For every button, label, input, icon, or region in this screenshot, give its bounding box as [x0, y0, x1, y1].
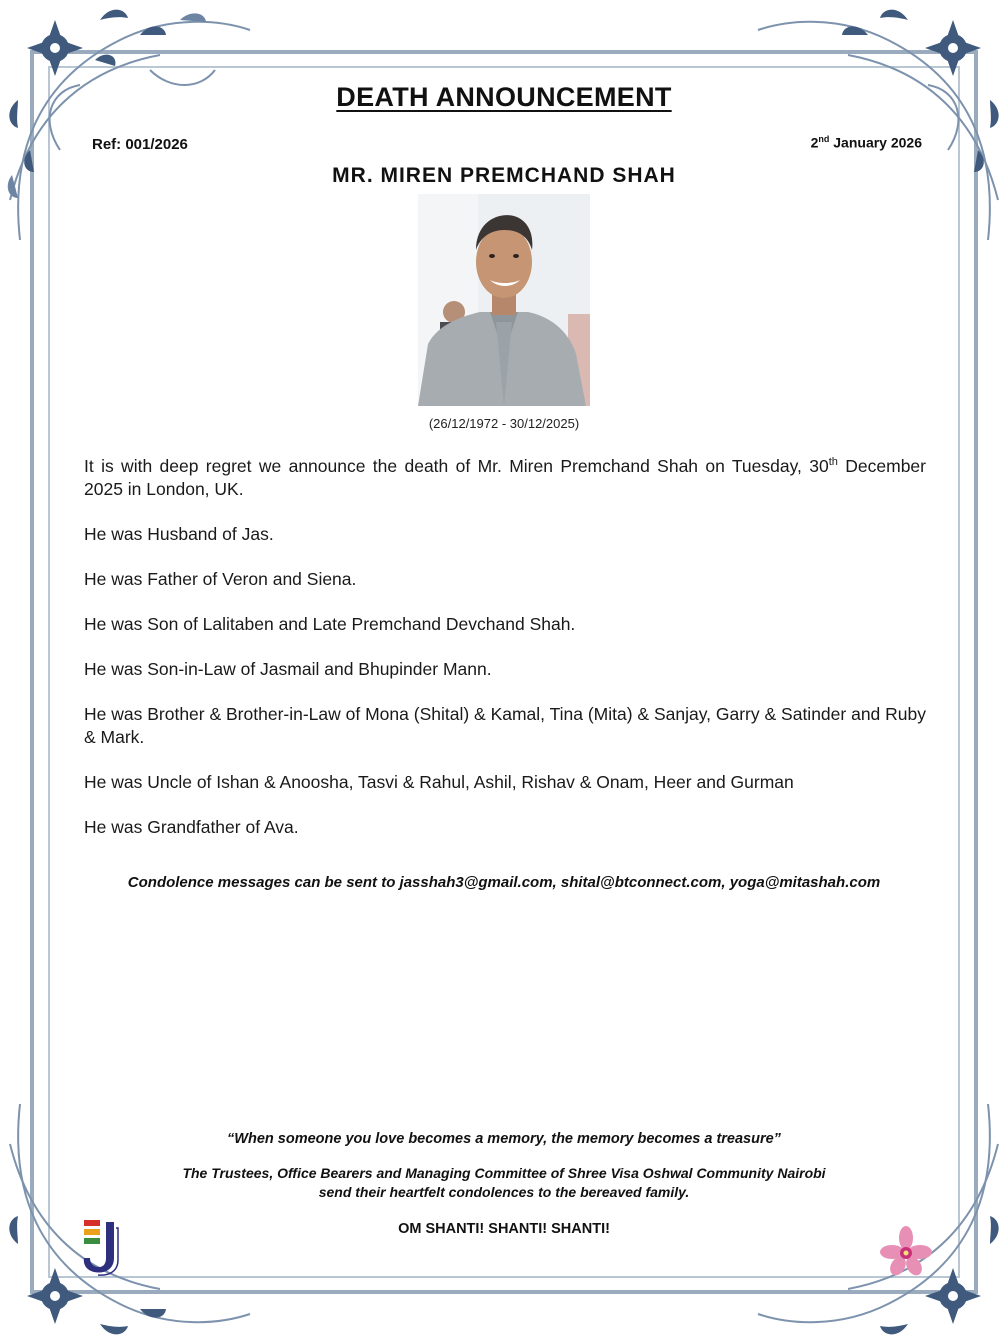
relation-uncle: He was Uncle of Ishan & Anoosha, Tasvi & Rahul, Ashil, Rishav & Onam, Heer and Gurman: [84, 771, 794, 792]
paragraph-text: December 2025 in London, UK.: [84, 455, 926, 499]
ordinal-suffix: th: [828, 456, 838, 468]
announcement-date: [811, 134, 922, 151]
page-title: DEATH ANNOUNCEMENT: [336, 82, 672, 112]
relation-brother: He was Brother & Brother-in-Law of Mona (Shital) & Kamal, Tina (Mita) & Sanjay, Garry & Satinder and Ruby & Mark.: [84, 703, 926, 747]
floral-corner-ornament-icon: [0, 0, 260, 250]
relation-husband: He was Husband of Jas.: [84, 523, 274, 544]
orchid-flower-icon: [880, 1226, 932, 1278]
trustees-line: The Trustees, Office Bearers and Managing Committee of Shree Visa Oshwal Community Nairobi: [182, 1165, 826, 1181]
portrait-photo: [418, 194, 590, 406]
announcement-body: [84, 451, 926, 861]
announcement-paragraph: [84, 451, 926, 501]
community-logo-icon: [80, 1218, 120, 1276]
paragraph-text: It is with deep regret we announce the death of Mr. Miren Premchand Shah on Tuesday, 30: [84, 455, 829, 476]
reference-number: Ref: 001/2026: [92, 136, 188, 153]
relation-grandfather: He was Grandfather of Ava.: [84, 816, 299, 837]
condolence-contacts: Condolence messages can be sent to jasshah3@gmail.com, shital@btconnect.com, yoga@mitashah.com: [127, 874, 881, 891]
memorial-quote: “When someone you love becomes a memory, the memory becomes a treasure”: [227, 1131, 781, 1147]
relation-son: He was Son of Lalitaben and Late Premchand Devchand Shah.: [84, 613, 576, 634]
trustees-message: [0, 1164, 1008, 1202]
date-suffix: nd: [818, 134, 830, 144]
deceased-name: MR. MIREN PREMCHAND SHAH: [332, 164, 676, 187]
floral-corner-ornament-icon: [748, 0, 1008, 250]
relation-son-in-law: He was Son-in-Law of Jasmail and Bhupinder Mann.: [84, 658, 492, 679]
date-day: 2: [810, 134, 819, 151]
relation-father: He was Father of Veron and Siena.: [84, 568, 357, 589]
trustees-line: send their heartfelt condolences to the bereaved family.: [318, 1184, 690, 1200]
lifespan-dates: (26/12/1972 - 30/12/2025): [428, 416, 580, 431]
date-rest: January 2026: [829, 134, 922, 151]
om-shanti: OM SHANTI! SHANTI! SHANTI!: [398, 1221, 610, 1237]
